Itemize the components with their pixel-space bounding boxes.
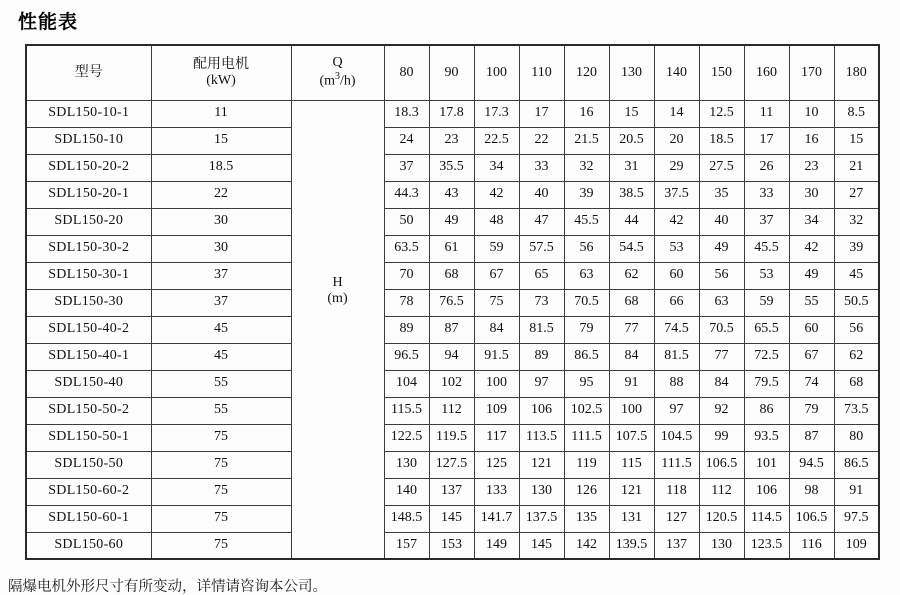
head-value-cell: 37.5 [654, 181, 699, 208]
head-value-cell: 114.5 [744, 505, 789, 532]
head-value-cell: 62 [609, 262, 654, 289]
head-value-cell: 77 [609, 316, 654, 343]
head-value-cell: 115.5 [384, 397, 429, 424]
head-value-cell: 97 [654, 397, 699, 424]
head-value-cell: 29 [654, 154, 699, 181]
head-value-cell: 42 [789, 235, 834, 262]
head-value-cell: 126 [564, 478, 609, 505]
head-value-cell: 113.5 [519, 424, 564, 451]
head-value-cell: 99 [699, 424, 744, 451]
head-value-cell: 137.5 [519, 505, 564, 532]
head-value-cell: 59 [744, 289, 789, 316]
head-value-cell: 38.5 [609, 181, 654, 208]
motor-power-label-line2: (kW) [206, 72, 236, 88]
head-value-cell: 94.5 [789, 451, 834, 478]
head-value-cell: 88 [654, 370, 699, 397]
head-value-cell: 137 [429, 478, 474, 505]
head-value-cell: 65.5 [744, 316, 789, 343]
head-value-cell: 68 [834, 370, 879, 397]
motor-power-label-line1: 配用电机 [193, 56, 249, 72]
head-value-cell: 133 [474, 478, 519, 505]
head-value-cell: 34 [789, 208, 834, 235]
table-row [26, 235, 879, 262]
head-value-cell: 33 [744, 181, 789, 208]
head-value-cell: 49 [429, 208, 474, 235]
head-value-cell: 60 [654, 262, 699, 289]
table-row [26, 181, 879, 208]
table-row [26, 505, 879, 532]
head-value-cell: 118 [654, 478, 699, 505]
head-value-cell: 20 [654, 127, 699, 154]
head-value-cell: 63.5 [384, 235, 429, 262]
head-value-cell: 91.5 [474, 343, 519, 370]
head-value-cell: 66 [654, 289, 699, 316]
model-cell: SDL150-60-1 [26, 505, 151, 532]
model-cell: SDL150-30 [26, 289, 151, 316]
head-value-cell: 73 [519, 289, 564, 316]
model-cell: SDL150-50 [26, 451, 151, 478]
head-value-cell: 157 [384, 532, 429, 559]
head-value-cell: 84 [609, 343, 654, 370]
head-value-cell: 49 [789, 262, 834, 289]
head-symbol: H [332, 275, 343, 291]
head-value-cell: 44 [609, 208, 654, 235]
head-value-cell: 127.5 [429, 451, 474, 478]
head-value-cell: 56 [564, 235, 609, 262]
head-value-cell: 145 [519, 532, 564, 559]
head-value-cell: 14 [654, 100, 699, 127]
head-value-cell: 102.5 [564, 397, 609, 424]
head-value-cell: 106 [744, 478, 789, 505]
head-value-cell: 98 [789, 478, 834, 505]
head-value-cell: 23 [789, 154, 834, 181]
head-value-cell: 78 [384, 289, 429, 316]
table-row [26, 208, 879, 235]
head-value-cell: 74.5 [654, 316, 699, 343]
head-value-cell: 93.5 [744, 424, 789, 451]
head-value-cell: 73.5 [834, 397, 879, 424]
head-value-cell: 148.5 [384, 505, 429, 532]
head-value-cell: 33 [519, 154, 564, 181]
head-value-cell: 16 [564, 100, 609, 127]
head-value-cell: 44.3 [384, 181, 429, 208]
head-value-cell: 17 [744, 127, 789, 154]
head-value-cell: 79 [564, 316, 609, 343]
head-value-cell: 91 [834, 478, 879, 505]
head-value-cell: 67 [474, 262, 519, 289]
head-value-cell: 39 [564, 181, 609, 208]
motor-power-cell: 45 [151, 343, 291, 370]
head-value-cell: 79.5 [744, 370, 789, 397]
table-row [26, 532, 879, 559]
head-value-cell: 47 [519, 208, 564, 235]
head-value-cell: 130 [699, 532, 744, 559]
head-value-cell: 141.7 [474, 505, 519, 532]
head-value-cell: 96.5 [384, 343, 429, 370]
head-value-cell: 40 [519, 181, 564, 208]
head-value-cell: 112 [429, 397, 474, 424]
head-value-cell: 81.5 [519, 316, 564, 343]
head-value-cell: 111.5 [564, 424, 609, 451]
head-value-cell: 111.5 [654, 451, 699, 478]
head-value-cell: 77 [699, 343, 744, 370]
head-value-cell: 95 [564, 370, 609, 397]
model-cell: SDL150-40-1 [26, 343, 151, 370]
head-value-cell: 65 [519, 262, 564, 289]
head-value-cell: 16 [789, 127, 834, 154]
head-value-cell: 35 [699, 181, 744, 208]
head-value-cell: 121 [609, 478, 654, 505]
head-value-cell: 63 [699, 289, 744, 316]
head-value-cell: 8.5 [834, 100, 879, 127]
model-cell: SDL150-20 [26, 208, 151, 235]
table-row [26, 289, 879, 316]
head-value-cell: 50 [384, 208, 429, 235]
flow-symbol: Q [332, 55, 343, 71]
head-value-cell: 55 [789, 289, 834, 316]
head-value-cell: 15 [609, 100, 654, 127]
head-value-cell: 100 [474, 370, 519, 397]
head-unit-label [292, 275, 384, 307]
head-value-cell: 43 [429, 181, 474, 208]
col-header-flow-value: 160 [744, 45, 789, 100]
head-value-cell: 59 [474, 235, 519, 262]
head-value-cell: 49 [699, 235, 744, 262]
head-value-cell: 119.5 [429, 424, 474, 451]
model-cell: SDL150-40 [26, 370, 151, 397]
motor-power-cell: 75 [151, 505, 291, 532]
head-unit-cell [291, 100, 384, 559]
col-header-flow-value: 110 [519, 45, 564, 100]
head-value-cell: 149 [474, 532, 519, 559]
head-value-cell: 81.5 [654, 343, 699, 370]
table-row [26, 343, 879, 370]
head-value-cell: 10 [789, 100, 834, 127]
table-row [26, 397, 879, 424]
table-row [26, 154, 879, 181]
head-value-cell: 48 [474, 208, 519, 235]
motor-power-cell: 45 [151, 316, 291, 343]
table-body [26, 100, 879, 559]
head-value-cell: 50.5 [834, 289, 879, 316]
head-value-cell: 21 [834, 154, 879, 181]
head-value-cell: 140 [384, 478, 429, 505]
table-row [26, 478, 879, 505]
head-value-cell: 116 [789, 532, 834, 559]
head-value-cell: 109 [834, 532, 879, 559]
head-value-cell: 20.5 [609, 127, 654, 154]
head-value-cell: 27 [834, 181, 879, 208]
head-value-cell: 130 [384, 451, 429, 478]
head-value-cell: 32 [834, 208, 879, 235]
head-value-cell: 53 [654, 235, 699, 262]
head-value-cell: 11 [744, 100, 789, 127]
head-value-cell: 42 [474, 181, 519, 208]
head-value-cell: 97 [519, 370, 564, 397]
motor-power-cell: 55 [151, 397, 291, 424]
head-value-cell: 21.5 [564, 127, 609, 154]
flow-unit [292, 71, 384, 90]
col-header-flow-value: 80 [384, 45, 429, 100]
head-value-cell: 67 [789, 343, 834, 370]
head-value-cell: 101 [744, 451, 789, 478]
flow-unit-exponent: 3 [335, 71, 340, 83]
head-value-cell: 56 [834, 316, 879, 343]
motor-power-cell: 37 [151, 262, 291, 289]
head-value-cell: 106 [519, 397, 564, 424]
motor-power-cell: 11 [151, 100, 291, 127]
col-header-flow [291, 45, 384, 100]
motor-power-cell: 75 [151, 478, 291, 505]
head-value-cell: 12.5 [699, 100, 744, 127]
head-value-cell: 153 [429, 532, 474, 559]
motor-power-cell: 22 [151, 181, 291, 208]
motor-power-cell: 75 [151, 532, 291, 559]
head-value-cell: 89 [384, 316, 429, 343]
head-value-cell: 26 [744, 154, 789, 181]
model-cell: SDL150-40-2 [26, 316, 151, 343]
col-header-motor-power [151, 45, 291, 100]
head-value-cell: 112 [699, 478, 744, 505]
head-value-cell: 37 [744, 208, 789, 235]
head-value-cell: 75 [474, 289, 519, 316]
head-value-cell: 70.5 [699, 316, 744, 343]
head-value-cell: 61 [429, 235, 474, 262]
flow-unit-close: /h) [340, 74, 356, 90]
table-row [26, 262, 879, 289]
head-value-cell: 79 [789, 397, 834, 424]
head-value-cell: 22 [519, 127, 564, 154]
head-value-cell: 53 [744, 262, 789, 289]
model-cell: SDL150-20-1 [26, 181, 151, 208]
performance-table [25, 44, 880, 560]
head-value-cell: 104 [384, 370, 429, 397]
col-header-flow-value: 100 [474, 45, 519, 100]
model-cell: SDL150-60 [26, 532, 151, 559]
head-value-cell: 87 [429, 316, 474, 343]
head-value-cell: 76.5 [429, 289, 474, 316]
col-header-flow-value: 130 [609, 45, 654, 100]
table-row [26, 127, 879, 154]
head-value-cell: 24 [384, 127, 429, 154]
model-cell: SDL150-10 [26, 127, 151, 154]
head-value-cell: 56 [699, 262, 744, 289]
head-value-cell: 63 [564, 262, 609, 289]
head-value-cell: 32 [564, 154, 609, 181]
col-header-flow-value: 90 [429, 45, 474, 100]
head-value-cell: 18.5 [699, 127, 744, 154]
page-title: 性能表 [18, 11, 79, 33]
head-value-cell: 107.5 [609, 424, 654, 451]
head-value-cell: 27.5 [699, 154, 744, 181]
table-row [26, 100, 879, 127]
head-value-cell: 45.5 [744, 235, 789, 262]
head-value-cell: 35.5 [429, 154, 474, 181]
model-cell: SDL150-50-2 [26, 397, 151, 424]
head-value-cell: 57.5 [519, 235, 564, 262]
head-value-cell: 54.5 [609, 235, 654, 262]
col-header-flow-value: 140 [654, 45, 699, 100]
head-value-cell: 60 [789, 316, 834, 343]
motor-power-cell: 30 [151, 235, 291, 262]
head-value-cell: 130 [519, 478, 564, 505]
head-value-cell: 17 [519, 100, 564, 127]
motor-power-cell: 37 [151, 289, 291, 316]
head-value-cell: 23 [429, 127, 474, 154]
model-cell: SDL150-30-1 [26, 262, 151, 289]
head-value-cell: 62 [834, 343, 879, 370]
head-value-cell: 68 [609, 289, 654, 316]
head-value-cell: 70.5 [564, 289, 609, 316]
model-cell: SDL150-30-2 [26, 235, 151, 262]
motor-power-cell: 75 [151, 424, 291, 451]
head-value-cell: 68 [429, 262, 474, 289]
head-value-cell: 142 [564, 532, 609, 559]
head-value-cell: 70 [384, 262, 429, 289]
head-value-cell: 100 [609, 397, 654, 424]
head-value-cell: 104.5 [654, 424, 699, 451]
table-row [26, 451, 879, 478]
head-value-cell: 119 [564, 451, 609, 478]
model-cell: SDL150-60-2 [26, 478, 151, 505]
head-value-cell: 22.5 [474, 127, 519, 154]
head-value-cell: 91 [609, 370, 654, 397]
table-header-row [26, 45, 879, 100]
head-value-cell: 87 [789, 424, 834, 451]
head-value-cell: 74 [789, 370, 834, 397]
motor-power-cell: 15 [151, 127, 291, 154]
head-value-cell: 102 [429, 370, 474, 397]
head-value-cell: 86.5 [564, 343, 609, 370]
head-value-cell: 31 [609, 154, 654, 181]
head-value-cell: 34 [474, 154, 519, 181]
head-value-cell: 92 [699, 397, 744, 424]
head-value-cell: 94 [429, 343, 474, 370]
head-value-cell: 17.3 [474, 100, 519, 127]
head-value-cell: 122.5 [384, 424, 429, 451]
head-value-cell: 17.8 [429, 100, 474, 127]
head-value-cell: 18.3 [384, 100, 429, 127]
motor-power-cell: 75 [151, 451, 291, 478]
head-value-cell: 106.5 [699, 451, 744, 478]
col-header-flow-value: 150 [699, 45, 744, 100]
head-value-cell: 123.5 [744, 532, 789, 559]
head-value-cell: 72.5 [744, 343, 789, 370]
col-header-flow-value: 120 [564, 45, 609, 100]
head-value-cell: 109 [474, 397, 519, 424]
table-row [26, 424, 879, 451]
model-cell: SDL150-10-1 [26, 100, 151, 127]
head-value-cell: 40 [699, 208, 744, 235]
head-value-cell: 145 [429, 505, 474, 532]
head-value-cell: 45 [834, 262, 879, 289]
head-value-cell: 15 [834, 127, 879, 154]
motor-power-cell: 18.5 [151, 154, 291, 181]
motor-power-cell: 55 [151, 370, 291, 397]
table-row [26, 370, 879, 397]
head-value-cell: 30 [789, 181, 834, 208]
head-value-cell: 45.5 [564, 208, 609, 235]
head-value-cell: 135 [564, 505, 609, 532]
model-cell: SDL150-50-1 [26, 424, 151, 451]
head-value-cell: 139.5 [609, 532, 654, 559]
head-value-cell: 84 [699, 370, 744, 397]
motor-power-cell: 30 [151, 208, 291, 235]
footer-note: 隔爆电机外形尺寸有所变动，详情请咨询本公司。 [8, 579, 327, 595]
col-header-flow-value: 180 [834, 45, 879, 100]
head-value-cell: 106.5 [789, 505, 834, 532]
head-value-cell: 131 [609, 505, 654, 532]
head-value-cell: 137 [654, 532, 699, 559]
flow-unit-open: (m [319, 74, 335, 90]
table-row [26, 316, 879, 343]
head-value-cell: 86.5 [834, 451, 879, 478]
head-value-cell: 97.5 [834, 505, 879, 532]
head-value-cell: 42 [654, 208, 699, 235]
head-unit: (m) [327, 291, 348, 307]
head-value-cell: 120.5 [699, 505, 744, 532]
head-value-cell: 117 [474, 424, 519, 451]
col-header-model: 型号 [26, 45, 151, 100]
head-value-cell: 37 [384, 154, 429, 181]
head-value-cell: 86 [744, 397, 789, 424]
head-value-cell: 127 [654, 505, 699, 532]
head-value-cell: 115 [609, 451, 654, 478]
head-value-cell: 89 [519, 343, 564, 370]
head-value-cell: 84 [474, 316, 519, 343]
head-value-cell: 121 [519, 451, 564, 478]
col-header-flow-value: 170 [789, 45, 834, 100]
head-value-cell: 39 [834, 235, 879, 262]
head-value-cell: 80 [834, 424, 879, 451]
model-cell: SDL150-20-2 [26, 154, 151, 181]
head-value-cell: 125 [474, 451, 519, 478]
